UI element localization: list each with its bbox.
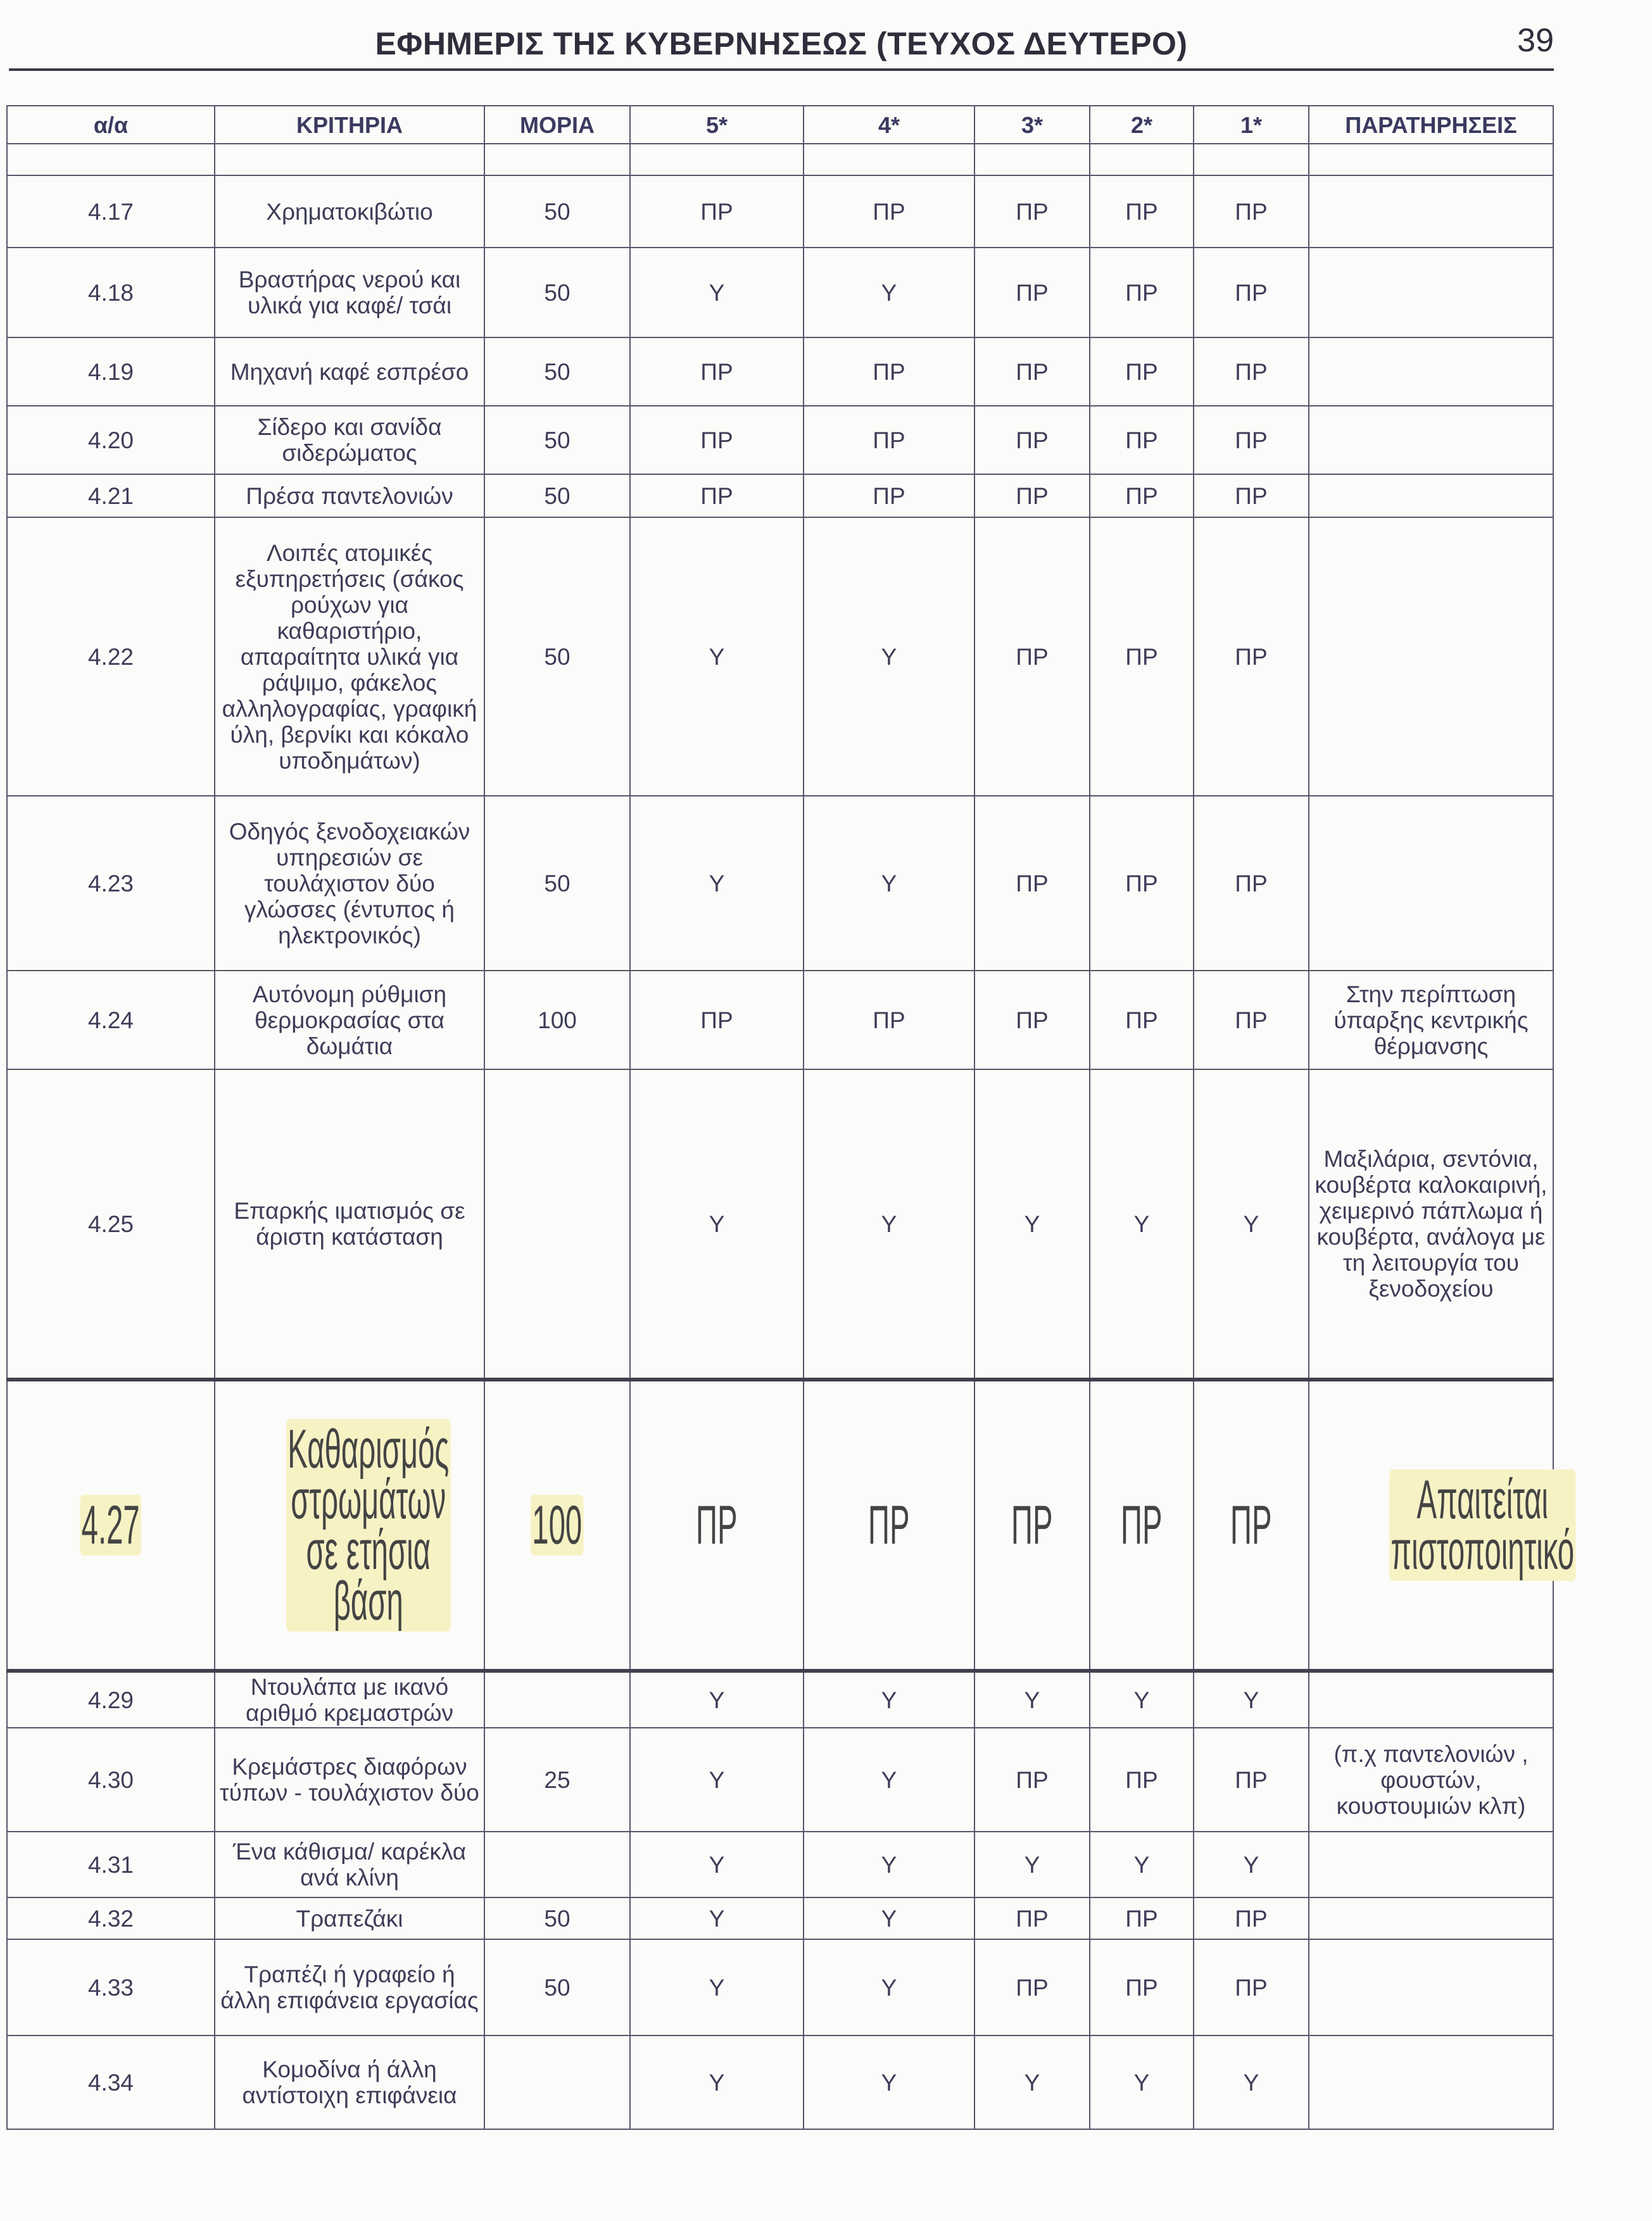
star3-cell: Υ xyxy=(974,2035,1090,2129)
star1-cell: ΠΡ xyxy=(1194,971,1309,1069)
notes-cell xyxy=(1309,1832,1553,1897)
notes-cell xyxy=(1309,406,1553,474)
star2-cell: Υ xyxy=(1090,1671,1194,1728)
star4-cell: Υ xyxy=(804,248,974,337)
col-header-5-star: 5* xyxy=(630,106,804,144)
star1-cell: ΠΡ xyxy=(1194,1939,1309,2035)
star3-cell: ΠΡ xyxy=(974,1728,1090,1832)
star5-cell: Υ xyxy=(630,796,804,971)
table-row xyxy=(7,1897,1553,1939)
star5-cell: Υ xyxy=(630,517,804,796)
points-cell: 50 xyxy=(484,796,630,971)
star1-cell: ΠΡ xyxy=(1194,175,1309,248)
points-cell: 50 xyxy=(484,474,630,517)
criterion-cell: Τραπεζάκι xyxy=(215,1897,484,1939)
points-cell xyxy=(484,1671,630,1728)
col-header-points: ΜΟΡΙΑ xyxy=(484,106,630,144)
star3-cell: ΠΡ xyxy=(974,971,1090,1069)
star3-cell: ΠΡ xyxy=(974,337,1090,406)
criterion-cell: Μηχανή καφέ εσπρέσο xyxy=(215,337,484,406)
table-row xyxy=(7,2035,1553,2129)
star3-cell: Υ xyxy=(974,1069,1090,1380)
star4-cell: Υ xyxy=(804,517,974,796)
criterion-cell: Καθαρισμός στρωμάτων σε ετήσια βάση xyxy=(215,1380,484,1671)
star4-cell: Υ xyxy=(804,1728,974,1832)
criterion-cell: Κομοδίνα ή άλλη αντίστοιχη επιφάνεια xyxy=(215,2035,484,2129)
star1-cell: Υ xyxy=(1194,2035,1309,2129)
criteria-table xyxy=(6,105,1575,2130)
criterion-cell: Λοιπές ατομικές εξυπηρετήσεις (σάκος ρούχων για καθαριστήριο, απαραίτητα υλικά για ράψιμο, φάκελος αλληλογραφίας, γραφική ύλη, βερνίκι και κόκαλο υποδημάτων) xyxy=(215,517,484,796)
star3-cell: ΠΡ xyxy=(974,474,1090,517)
star3-cell: ΠΡ xyxy=(974,517,1090,796)
col-header-1-star: 1* xyxy=(1194,106,1309,144)
star4-cell: ΠΡ xyxy=(804,1380,974,1671)
star5-cell: ΠΡ xyxy=(630,474,804,517)
criterion-cell: Κρεμάστρες διαφόρων τύπων - τουλάχιστον δύο xyxy=(215,1728,484,1832)
row-number: 4.32 xyxy=(7,1897,215,1939)
header-rule xyxy=(9,68,1554,71)
star4-cell: Υ xyxy=(804,2035,974,2129)
row-number: 4.23 xyxy=(7,796,215,971)
table-row xyxy=(7,474,1553,517)
star2-cell: ΠΡ xyxy=(1090,1897,1194,1939)
row-number: 4.30 xyxy=(7,1728,215,1832)
criterion-cell: Αυτόνομη ρύθμιση θερμοκρασίας στα δωμάτια xyxy=(215,971,484,1069)
star3-cell: Υ xyxy=(974,1671,1090,1728)
star4-cell: ΠΡ xyxy=(804,337,974,406)
points-cell xyxy=(484,1069,630,1380)
row-number: 4.21 xyxy=(7,474,215,517)
table-row xyxy=(7,1832,1553,1897)
star1-cell: ΠΡ xyxy=(1194,1728,1309,1832)
star3-cell: ΠΡ xyxy=(974,1939,1090,2035)
points-cell: 50 xyxy=(484,517,630,796)
star1-cell: Υ xyxy=(1194,1671,1309,1728)
table-header-row xyxy=(7,106,1553,144)
row-number: 4.34 xyxy=(7,2035,215,2129)
notes-cell xyxy=(1309,248,1553,337)
star1-cell: Υ xyxy=(1194,1832,1309,1897)
star4-cell: Υ xyxy=(804,1671,974,1728)
star2-cell: ΠΡ xyxy=(1090,248,1194,337)
row-number: 4.19 xyxy=(7,337,215,406)
points-cell xyxy=(484,2035,630,2129)
points-cell: 50 xyxy=(484,248,630,337)
table-row xyxy=(7,406,1553,474)
star5-cell: ΠΡ xyxy=(630,1380,804,1671)
criterion-cell: Ντουλάπα με ικανό αριθμό κρεμαστρών xyxy=(215,1671,484,1728)
star2-cell: Υ xyxy=(1090,2035,1194,2129)
notes-cell: Στην περίπτωση ύπαρξης κεντρικής θέρμανσης xyxy=(1309,971,1553,1069)
row-number: 4.29 xyxy=(7,1671,215,1728)
star3-cell: ΠΡ xyxy=(974,406,1090,474)
star2-cell: ΠΡ xyxy=(1090,337,1194,406)
points-cell: 50 xyxy=(484,175,630,248)
star1-cell: Υ xyxy=(1194,1069,1309,1380)
star2-cell: ΠΡ xyxy=(1090,1380,1194,1671)
col-header-2-star: 2* xyxy=(1090,106,1194,144)
notes-cell xyxy=(1309,175,1553,248)
star2-cell: ΠΡ xyxy=(1090,1939,1194,2035)
points-cell: 50 xyxy=(484,337,630,406)
star4-cell: ΠΡ xyxy=(804,175,974,248)
points-cell: 50 xyxy=(484,1897,630,1939)
star3-cell: ΠΡ xyxy=(974,175,1090,248)
notes-cell: Απαιτείται πιστοποιητικό xyxy=(1309,1380,1553,1671)
notes-cell xyxy=(1309,1939,1553,2035)
star5-cell: ΠΡ xyxy=(630,337,804,406)
col-header-3-star: 3* xyxy=(974,106,1090,144)
star2-cell: Υ xyxy=(1090,1069,1194,1380)
row-number: 4.25 xyxy=(7,1069,215,1380)
star2-cell: ΠΡ xyxy=(1090,796,1194,971)
points-cell xyxy=(484,1832,630,1897)
star5-cell: Υ xyxy=(630,1671,804,1728)
gazette-title: ΕΦΗΜΕΡΙΣ ΤΗΣ ΚΥΒΕΡΝΗΣΕΩΣ (ΤΕΥΧΟΣ ΔΕΥΤΕΡΟ) xyxy=(375,26,1188,61)
star4-cell: ΠΡ xyxy=(804,971,974,1069)
notes-cell xyxy=(1309,337,1553,406)
star1-cell: ΠΡ xyxy=(1194,1897,1309,1939)
star4-cell: Υ xyxy=(804,1832,974,1897)
star1-cell: ΠΡ xyxy=(1194,517,1309,796)
table-row xyxy=(7,337,1553,406)
star3-cell: ΠΡ xyxy=(974,1897,1090,1939)
star5-cell: ΠΡ xyxy=(630,971,804,1069)
star4-cell: ΠΡ xyxy=(804,406,974,474)
notes-cell: Μαξιλάρια, σεντόνια, κουβέρτα καλοκαιρινή, χειμερινό πάπλωμα ή κουβέρτα, ανάλογα με τη λειτουργία του ξενοδοχείου xyxy=(1309,1069,1553,1380)
star2-cell: ΠΡ xyxy=(1090,474,1194,517)
notes-cell: (π.χ παντελονιών , φουστών, κουστουμιών κλπ) xyxy=(1309,1728,1553,1832)
star4-cell: ΠΡ xyxy=(804,474,974,517)
row-number: 4.18 xyxy=(7,248,215,337)
points-cell: 50 xyxy=(484,1939,630,2035)
star5-cell: Υ xyxy=(630,1897,804,1939)
star2-cell: Υ xyxy=(1090,1832,1194,1897)
star4-cell: Υ xyxy=(804,796,974,971)
criterion-cell: Χρηματοκιβώτιο xyxy=(215,175,484,248)
table-row xyxy=(7,1671,1553,1728)
star1-cell: ΠΡ xyxy=(1194,474,1309,517)
table-row xyxy=(7,1069,1553,1380)
star4-cell: Υ xyxy=(804,1939,974,2035)
points-cell: 100 xyxy=(484,971,630,1069)
points-cell: 50 xyxy=(484,406,630,474)
criterion-cell: Πρέσα παντελονιών xyxy=(215,474,484,517)
star1-cell: ΠΡ xyxy=(1194,248,1309,337)
star5-cell: Υ xyxy=(630,248,804,337)
notes-cell xyxy=(1309,796,1553,971)
star5-cell: Υ xyxy=(630,1939,804,2035)
table-row xyxy=(7,971,1553,1069)
criterion-cell: Τραπέζι ή γραφείο ή άλλη επιφάνεια εργασίας xyxy=(215,1939,484,2035)
col-header-criteria: ΚΡΙΤΗΡΙΑ xyxy=(215,106,484,144)
star2-cell: ΠΡ xyxy=(1090,406,1194,474)
star2-cell: ΠΡ xyxy=(1090,1728,1194,1832)
star4-cell: Υ xyxy=(804,1897,974,1939)
col-header-aa: α/α xyxy=(7,106,215,144)
table-row xyxy=(7,175,1553,248)
star1-cell: ΠΡ xyxy=(1194,337,1309,406)
star3-cell: ΠΡ xyxy=(974,248,1090,337)
page-header xyxy=(9,14,1554,65)
star5-cell: Υ xyxy=(630,1832,804,1897)
row-number: 4.22 xyxy=(7,517,215,796)
criterion-cell: Οδηγός ξενοδοχειακών υπηρεσιών σε τουλάχιστον δύο γλώσσες (έντυπος ή ηλεκτρονικός) xyxy=(215,796,484,971)
notes-cell xyxy=(1309,1671,1553,1728)
star5-cell: Υ xyxy=(630,1728,804,1832)
star2-cell: ΠΡ xyxy=(1090,517,1194,796)
notes-cell xyxy=(1309,2035,1553,2129)
highlighted-pasted-row xyxy=(7,1380,1553,1671)
row-number: 4.31 xyxy=(7,1832,215,1897)
table-row xyxy=(7,1939,1553,2035)
star2-cell: ΠΡ xyxy=(1090,971,1194,1069)
table-row xyxy=(7,248,1553,337)
star1-cell: ΠΡ xyxy=(1194,796,1309,971)
table-row xyxy=(7,517,1553,796)
points-cell: 25 xyxy=(484,1728,630,1832)
star5-cell: Υ xyxy=(630,2035,804,2129)
table-row xyxy=(7,796,1553,971)
row-number: 4.17 xyxy=(7,175,215,248)
table-spacer-row xyxy=(7,144,1553,175)
criterion-cell: Σίδερο και σανίδα σιδερώματος xyxy=(215,406,484,474)
table-row xyxy=(7,1728,1553,1832)
row-number: 4.27 xyxy=(7,1380,215,1671)
star3-cell: ΠΡ xyxy=(974,1380,1090,1671)
criterion-cell: Βραστήρας νερού και υλικά για καφέ/ τσάι xyxy=(215,248,484,337)
points-cell: 100 xyxy=(484,1380,630,1671)
col-header-4-star: 4* xyxy=(804,106,974,144)
star5-cell: ΠΡ xyxy=(630,175,804,248)
notes-cell xyxy=(1309,517,1553,796)
star5-cell: ΠΡ xyxy=(630,406,804,474)
page-number: 39 xyxy=(1517,22,1554,59)
star3-cell: Υ xyxy=(974,1832,1090,1897)
row-number: 4.20 xyxy=(7,406,215,474)
row-number: 4.33 xyxy=(7,1939,215,2035)
criterion-cell: Επαρκής ιματισμός σε άριστη κατάσταση xyxy=(215,1069,484,1380)
col-header-notes: ΠΑΡΑΤΗΡΗΣΕΙΣ xyxy=(1309,106,1553,144)
row-number: 4.24 xyxy=(7,971,215,1069)
criterion-cell: Ένα κάθισμα/ καρέκλα ανά κλίνη xyxy=(215,1832,484,1897)
notes-cell xyxy=(1309,474,1553,517)
star1-cell: ΠΡ xyxy=(1194,1380,1309,1671)
star2-cell: ΠΡ xyxy=(1090,175,1194,248)
notes-cell xyxy=(1309,1897,1553,1939)
star5-cell: Υ xyxy=(630,1069,804,1380)
star3-cell: ΠΡ xyxy=(974,796,1090,971)
star4-cell: Υ xyxy=(804,1069,974,1380)
star1-cell: ΠΡ xyxy=(1194,406,1309,474)
